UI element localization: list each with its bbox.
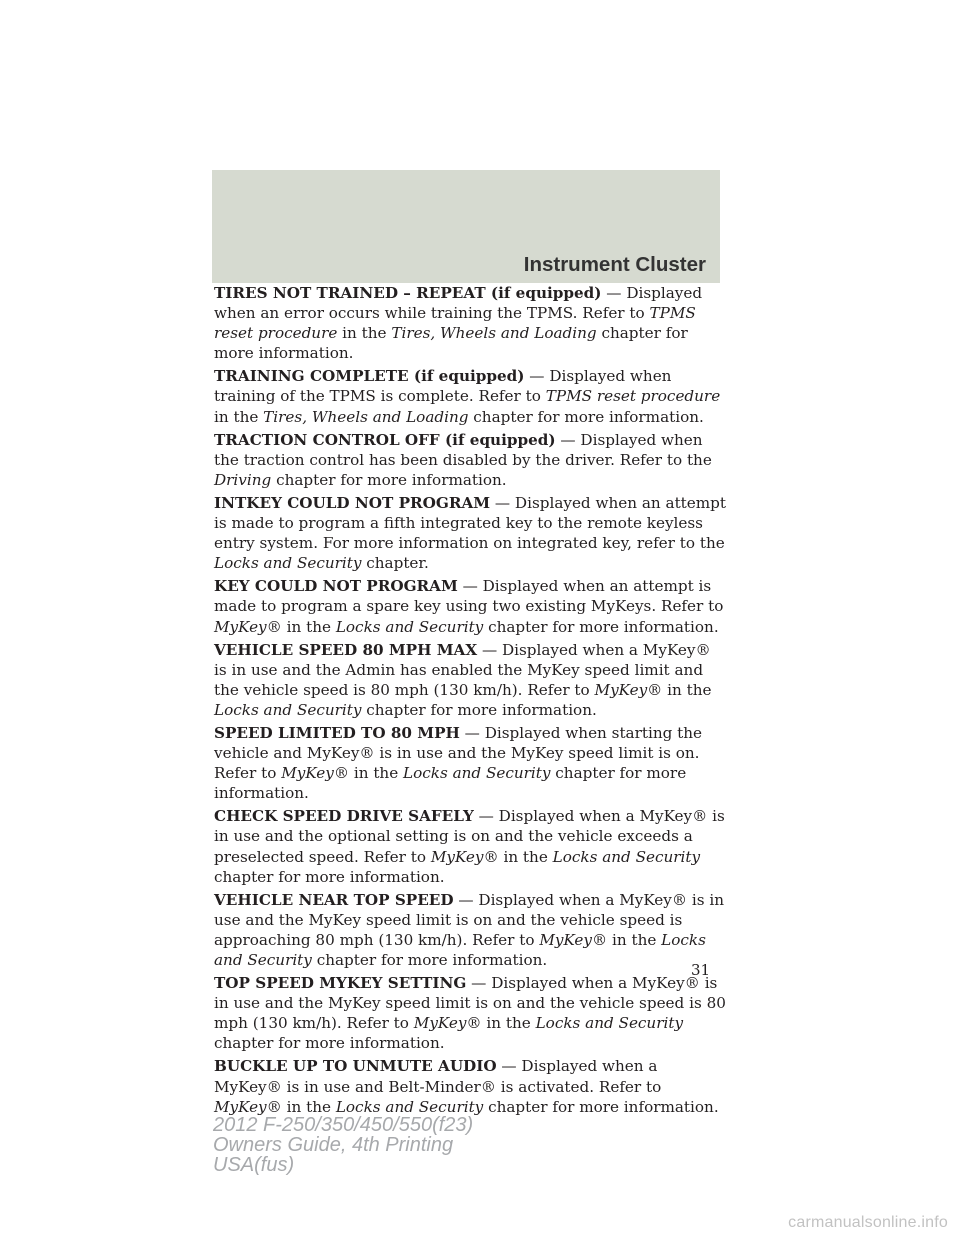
message-list: [214, 283, 728, 1120]
message-name: INTKEY COULD NOT PROGRAM: [214, 493, 491, 512]
message-description: chapter for more information.: [483, 1097, 719, 1116]
message-description: in the: [281, 1097, 336, 1116]
cross-reference: MyKey®: [539, 930, 608, 949]
message-name: CHECK SPEED DRIVE SAFELY: [214, 807, 474, 826]
message-description: — Displayed when a MyKey® is in use and the MyKey speed limit is on and the vehicle speed is 80 mph (130 km/h). Refer to: [214, 974, 726, 1033]
message-entry: [214, 430, 728, 490]
footer-line-printing: [213, 1135, 473, 1155]
message-name: TRACTION CONTROL OFF (if equipped): [214, 430, 556, 449]
footer-line-market: [213, 1155, 473, 1175]
message-entry: [214, 493, 728, 573]
message-entry: [214, 806, 728, 886]
cross-reference: MyKey®: [413, 1014, 482, 1033]
cross-reference: Locks and Security: [403, 764, 551, 783]
message-name: VEHICLE SPEED 80 MPH MAX: [214, 640, 478, 659]
cross-reference: TPMS reset procedure: [214, 304, 696, 343]
footer-market-text: USA: [213, 1154, 255, 1176]
message-description: in the: [349, 764, 404, 783]
message-entry: [214, 283, 728, 363]
footer-market-code: (fus): [254, 1154, 295, 1176]
message-description: — Displayed when an attempt is made to program a spare key using two existing MyKeys. Refer to: [214, 577, 724, 616]
message-description: chapter for more information.: [361, 700, 597, 719]
cross-reference: Tires, Wheels and Loading: [263, 407, 469, 426]
message-name: TIRES NOT TRAINED – REPEAT (if equipped): [214, 284, 602, 302]
cross-reference: TPMS reset procedure: [545, 387, 721, 406]
footer-model-text: 2012 F-250/350/450/550: [213, 1114, 433, 1136]
message-description: in the: [662, 680, 712, 699]
message-description: — Displayed when starting the vehicle and MyKey® is in use and the MyKey speed limit is on. Refer to: [214, 723, 703, 783]
message-description: — Displayed when training of the TPMS is complete. Refer to: [214, 367, 672, 406]
message-description: chapter for more information.: [214, 867, 445, 886]
cross-reference: Locks and Security: [335, 617, 484, 636]
cross-reference: MyKey®: [594, 680, 663, 699]
message-name: BUCKLE UP TO UNMUTE AUDIO: [214, 1057, 497, 1076]
cross-reference: Locks and Security: [214, 930, 706, 969]
cross-reference: Locks and Security: [214, 700, 362, 719]
message-description: in the: [498, 847, 553, 866]
footer-printing-text: Owners Guide, 4th Printing: [213, 1134, 454, 1156]
message-description: — Displayed when a MyKey® is in use and the MyKey speed limit is on and the vehicle speed is approaching 80 mph (130 km/h). Refer to: [214, 890, 724, 949]
message-description: — Displayed when an error occurs while training the TPMS. Refer to: [214, 284, 703, 323]
cross-reference: Locks and Security: [535, 1014, 684, 1033]
cross-reference: Locks and Security: [552, 847, 701, 866]
watermark: carmanualsonline.info: [788, 1214, 948, 1231]
message-entry: [214, 723, 728, 803]
message-description: chapter for more information.: [214, 324, 688, 363]
cross-reference: Driving: [214, 470, 272, 489]
message-description: in the: [481, 1014, 536, 1033]
message-description: — Displayed when a MyKey® is in use and the optional setting is on and the vehicle exceeds a preselected speed. Refer to: [214, 807, 725, 866]
cross-reference: Locks and Security: [335, 1097, 484, 1116]
message-name: TOP SPEED MYKEY SETTING: [214, 974, 467, 993]
message-description: chapter for more information.: [483, 617, 719, 636]
cross-reference: MyKey®: [214, 1097, 282, 1116]
message-description: in the: [214, 407, 264, 426]
message-description: — Displayed when a MyKey® is in use and the Admin has enabled the MyKey speed limit and the vehicle speed is 80 mph (130 km/h). Refer to: [214, 640, 711, 699]
cross-reference: MyKey®: [281, 764, 350, 783]
message-name: TRAINING COMPLETE (if equipped): [214, 367, 525, 386]
message-name: SPEED LIMITED TO 80 MPH: [214, 723, 460, 742]
message-description: — Displayed when the traction control has been disabled by the driver. Refer to the: [214, 430, 712, 469]
cross-reference: MyKey®: [430, 847, 499, 866]
message-description: chapter for more information.: [214, 1034, 445, 1053]
message-entry: [214, 973, 728, 1053]
message-description: chapter for more information.: [271, 470, 507, 489]
message-description: chapter for more information.: [311, 951, 548, 969]
footer-model-code: (f23): [432, 1114, 474, 1136]
message-description: — Displayed when a MyKey® is in use and Belt-Minder® is activated. Refer to: [214, 1057, 662, 1096]
footer-print-info: [213, 1115, 473, 1175]
message-description: chapter for more information.: [214, 764, 687, 803]
message-name: VEHICLE NEAR TOP SPEED: [214, 890, 454, 909]
message-entry: [214, 576, 728, 636]
message-name: KEY COULD NOT PROGRAM: [214, 577, 458, 596]
footer-line-model: [213, 1115, 473, 1135]
chapter-header-box: [212, 170, 720, 283]
message-entry: [214, 366, 728, 426]
message-description: in the: [337, 324, 392, 343]
cross-reference: Locks and Security: [214, 554, 362, 573]
message-entry: [214, 1056, 728, 1116]
message-description: — Displayed when an attempt is made to program a fifth integrated key to the remote keyless entry system. For more information on integrated key, refer to the: [214, 493, 727, 553]
message-entry: [214, 640, 728, 720]
message-description: in the: [281, 617, 336, 636]
cross-reference: Tires, Wheels and Loading: [391, 324, 597, 343]
message-description: chapter for more information.: [468, 407, 704, 426]
message-description: chapter.: [361, 554, 429, 573]
page-number: 31: [691, 961, 711, 979]
chapter-title: Instrument Cluster: [523, 253, 706, 276]
cross-reference: MyKey®: [214, 617, 282, 636]
message-entry: [214, 890, 728, 970]
message-description: in the: [607, 930, 662, 949]
